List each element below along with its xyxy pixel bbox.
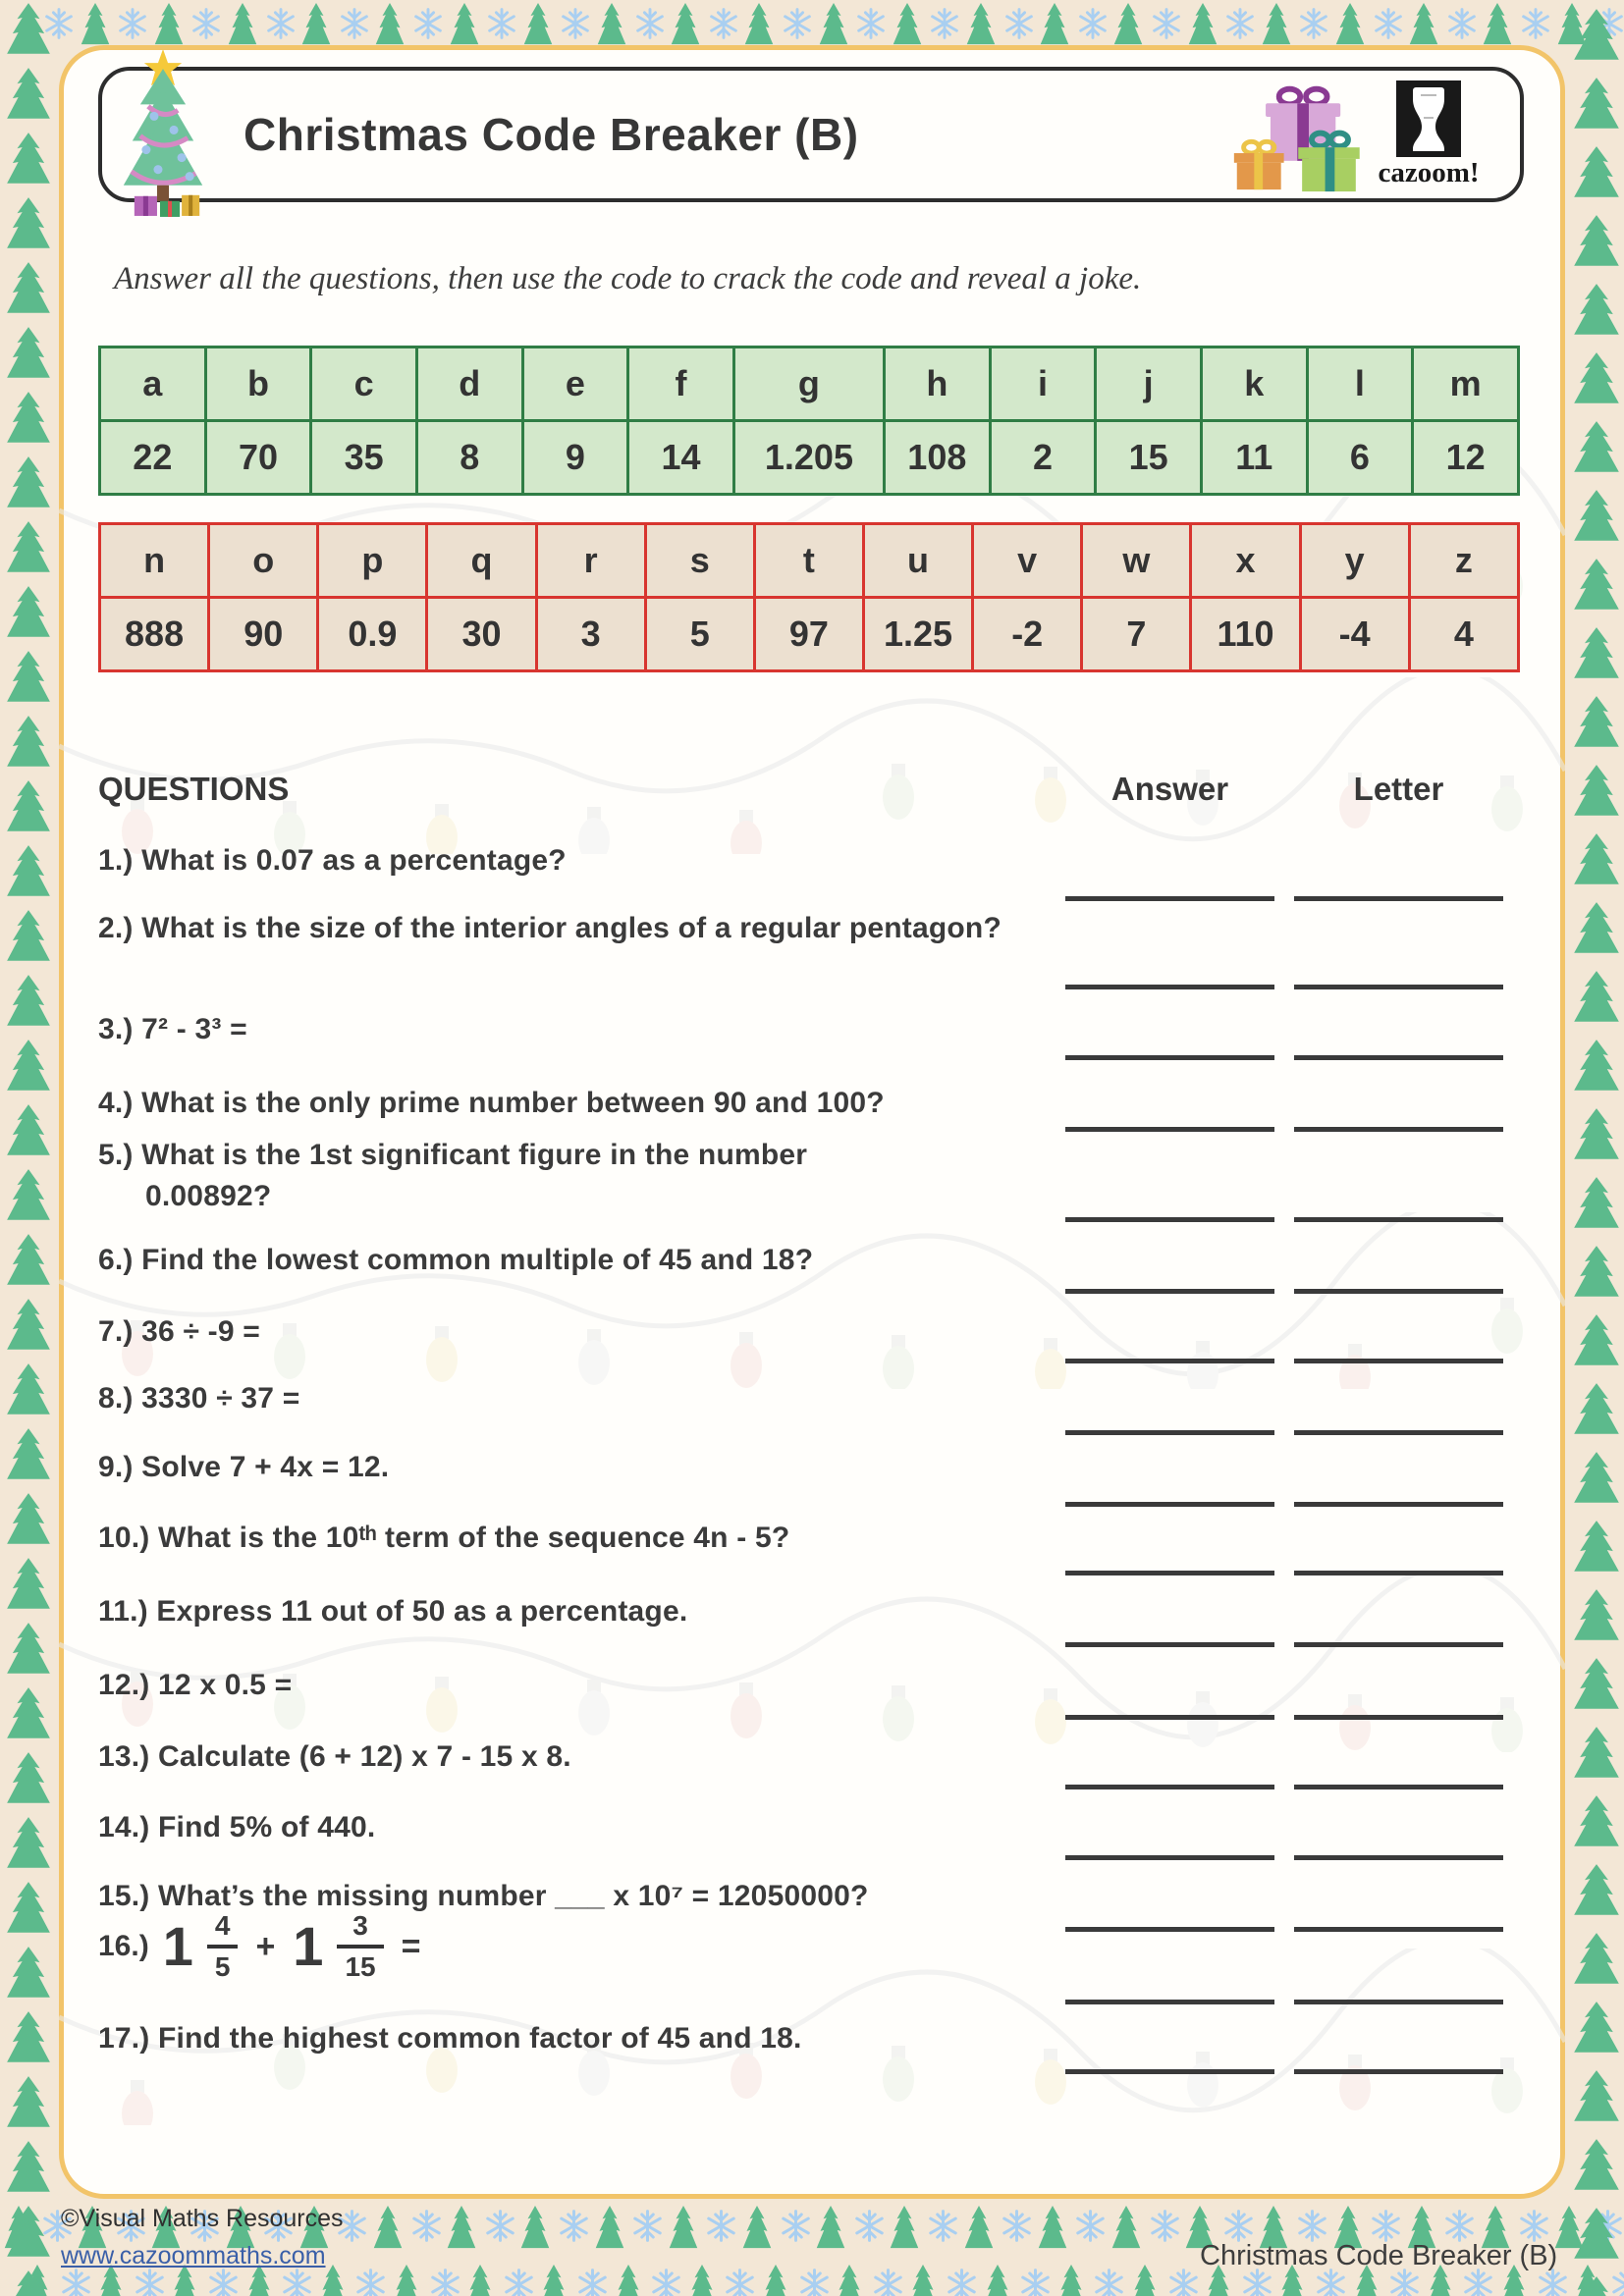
snowflake-icon [631,2210,664,2242]
snowflake-icon [1520,8,1551,39]
christmas-tree-icon [6,2140,51,2194]
snowflake-icon [1443,2210,1476,2242]
string-lights-decoration [59,677,1565,859]
question-2: 2.) What is the size of the interior angles of a regular pentagon? [98,912,1001,944]
code-value-cell: 7 [1082,598,1191,671]
code-value-cell: 22 [100,421,206,495]
code-value-cell: 108 [885,421,991,495]
christmas-tree-icon [6,2269,51,2296]
christmas-tree-icon [6,2010,51,2064]
letter-line-1 [1294,896,1503,901]
answer-line-16 [1065,2000,1274,2004]
snowflake-icon [634,8,666,39]
question-16-part: + [255,1927,276,1965]
code-table-n-z [98,522,1520,672]
christmas-tree-icon [465,2264,495,2296]
answer-line-1 [1065,896,1274,901]
christmas-tree-icon [1573,489,1620,543]
code-value-cell: 90 [209,598,318,671]
christmas-tree-icon [1573,77,1620,131]
code-letter-cell: t [754,524,863,598]
answer-line-10 [1065,1571,1274,1575]
letter-line-15 [1294,1927,1503,1932]
christmas-tree-icon [81,2,110,46]
snowflake-icon [927,2210,959,2242]
christmas-tree-icon [6,1168,51,1222]
code-letter-cell: p [318,524,427,598]
christmas-tree-icon [373,2205,403,2250]
christmas-tree-icon [893,2,922,46]
letter-line-2 [1294,985,1503,989]
answer-line-15 [1065,1927,1274,1932]
code-letter-cell: e [522,347,628,421]
christmas-tree-icon [6,2075,51,2129]
snowflake-icon [1370,2210,1402,2242]
christmas-tree-icon [1573,1932,1620,1986]
christmas-tree-icon [523,2,553,46]
christmas-tree-icon [1130,2264,1160,2296]
letter-line-4 [1294,1127,1503,1132]
code-value-cell: 2 [990,421,1096,495]
code-value-cell: 888 [100,598,209,671]
snowflake-icon [281,2269,313,2296]
christmas-tree-icon [908,2264,938,2296]
answer-line-4 [1065,1127,1274,1132]
christmas-tree-icon [1573,2275,1620,2296]
question-7: 7.) 36 ÷ -9 = [98,1315,260,1348]
christmas-tree-icon [6,585,51,639]
code-letter-cell: y [1300,524,1409,598]
christmas-tree-icon [6,1492,51,1546]
christmas-tree-icon [671,2,700,46]
christmas-tree-icon [1573,1863,1620,1917]
question-16 [98,1912,424,1981]
snowflake-icon [134,2269,166,2296]
christmas-tree-icon [597,2,626,46]
question-8: 8.) 3330 ÷ 37 = [98,1382,300,1415]
christmas-tree-icon [819,2,848,46]
christmas-tree-icon [6,1946,51,2000]
christmas-tree-icon [1573,2207,1620,2261]
christmas-tree-icon [1573,2001,1620,2055]
christmas-tree-icon [1573,1520,1620,1574]
christmas-tree-icon [6,1103,51,1157]
page-title: Christmas Code Breaker (B) [244,109,859,160]
snowflake-icon [1001,2210,1033,2242]
christmas-tree-icon [1573,1794,1620,1848]
snowflake-icon [1222,2210,1255,2242]
code-letter-cell: i [990,347,1096,421]
code-value-cell: 70 [205,421,311,495]
code-letter-cell: a [100,347,206,421]
question-3: 3.) 7² - 3³ = [98,1013,247,1045]
question-5: 5.) What is the 1st significant figure in the number 0.00892? [98,1139,808,1212]
question-16-part: 1 [293,1915,324,1977]
snowflake-icon [782,8,813,39]
snowflake-icon [872,2269,904,2296]
code-value-cell: 110 [1191,598,1300,671]
fraction: $\frac{3}{15}$ [337,1912,383,1981]
code-letter-cell: l [1307,347,1413,421]
answer-line-11 [1065,1642,1274,1647]
snowflake-icon [1151,8,1182,39]
christmas-tree-icon [6,391,51,445]
answer-line-17 [1065,2069,1274,2074]
answer-line-7 [1065,1359,1274,1363]
christmas-tree-icon [6,326,51,380]
snowflake-icon [429,2269,461,2296]
christmas-tree-icon [6,844,51,898]
christmas-tree-icon [1573,1657,1620,1711]
snowflake-icon [1074,2210,1107,2242]
code-letter-cell: c [311,347,417,421]
website-link[interactable]: www.cazoommaths.com [61,2242,326,2269]
snowflake-icon [1296,2210,1328,2242]
question-10: 10.) What is the 10ᵗʰ term of the sequence 4n - 5? [98,1522,790,1554]
question-15: 15.) What’s the missing number ___ x 10⁷ = 12050000? [98,1880,869,1912]
letter-line-17 [1294,2069,1503,2074]
christmas-tree-icon [1409,2,1438,46]
snowflake-icon [484,2210,516,2242]
kazoo-icon [1396,80,1461,157]
christmas-tree-icon [1038,2205,1067,2250]
snowflake-icon [1315,2269,1347,2296]
christmas-tree-icon [1573,764,1620,818]
christmas-tree-icon [983,2264,1012,2296]
code-letter-cell: b [205,347,311,421]
code-letter-cell: n [100,524,209,598]
christmas-tree-icon [392,2264,421,2296]
christmas-tree-icon [6,1686,51,1740]
christmas-tree-icon [964,2205,994,2250]
question-16-part: 16.) [98,1930,149,1962]
snowflake-icon [798,2269,831,2296]
christmas-tree-icon [1335,2,1365,46]
code-table-a-m [98,346,1520,496]
christmas-tree-icon [687,2264,717,2296]
code-letter-cell: v [973,524,1082,598]
christmas-tree-icon [1573,420,1620,474]
snowflake-icon [1537,2269,1569,2296]
snowflake-icon [1093,2269,1125,2296]
christmas-tree-icon [6,715,51,769]
question-4: 4.) What is the only prime number between 90 and 100? [98,1087,885,1119]
christmas-tree-icon [1056,2264,1086,2296]
question-16-part: 1 [162,1915,193,1977]
code-letter-cell: w [1082,524,1191,598]
christmas-tree-icon [6,1751,51,1805]
christmas-tree-icon [1573,1451,1620,1505]
code-value-cell: 12 [1413,421,1519,495]
snowflake-icon [855,8,887,39]
question-17: 17.) Find the highest common factor of 45 and 18. [98,2022,802,2055]
fraction: $\frac{4}{5}$ [207,1912,239,1981]
christmas-tree-icon [1573,1313,1620,1367]
christmas-tree-icon [375,2,405,46]
letter-line-5 [1294,1217,1503,1222]
snowflake-icon [1003,8,1035,39]
snowflake-icon [412,8,444,39]
snowflake-icon [1019,2269,1052,2296]
snowflake-icon [946,2269,978,2296]
snowflake-icon [1388,2269,1421,2296]
christmas-tree-icon [6,455,51,509]
snowflake-icon [1462,2269,1494,2296]
snowflake-icon [1298,8,1329,39]
christmas-tree-icon [1573,626,1620,680]
answer-line-12 [1065,1715,1274,1720]
letter-line-3 [1294,1055,1503,1060]
code-letter-cell: g [733,347,884,421]
snowflake-icon [929,8,960,39]
christmas-tree-icon [539,2264,568,2296]
code-value-cell: 1.205 [733,421,884,495]
christmas-tree-icon [6,1557,51,1611]
christmas-tree-icon [1262,2,1291,46]
code-value-cell: 9 [522,421,628,495]
christmas-tree-icon [1573,1382,1620,1436]
christmas-tree-icon [6,1039,51,1093]
instruction-text: Answer all the questions, then use the code to crack the code and reveal a joke. [114,261,1142,296]
snowflake-icon [650,2269,682,2296]
christmas-tree-icon [1573,351,1620,405]
letter-line-7 [1294,1359,1503,1363]
snowflake-icon [410,2210,443,2242]
code-value-cell: 35 [311,421,417,495]
answer-line-6 [1065,1289,1274,1294]
snowflake-icon [1149,2210,1181,2242]
christmas-tree-icon [744,2,774,46]
snowflake-icon [1446,8,1478,39]
snowflake-icon [724,2269,756,2296]
christmas-tree-icon [1573,214,1620,268]
letter-line-11 [1294,1642,1503,1647]
christmas-tree-icon [447,2205,476,2250]
answer-line-3 [1065,1055,1274,1060]
christmas-tree-icon [595,2205,624,2250]
cazoom-logo-text: cazoom! [1378,157,1480,188]
christmas-tree-icon [228,2,257,46]
letter-line-12 [1294,1715,1503,1720]
christmas-tree-icon [6,2205,51,2259]
christmas-tree-icon [890,2205,919,2250]
letter-line-13 [1294,1785,1503,1789]
question-12: 12.) 12 x 0.5 = [98,1669,293,1701]
footer-worksheet-title: Christmas Code Breaker (B) [1200,2240,1558,2271]
christmas-tree-icon [1573,283,1620,337]
snowflake-icon [503,2269,535,2296]
christmas-tree-icon [6,1298,51,1352]
christmas-tree-icon [6,909,51,963]
snowflake-icon [558,2210,590,2242]
christmas-tree-icon [614,2264,643,2296]
christmas-tree-icon [6,196,51,250]
question-11: 11.) Express 11 out of 50 as a percentage. [98,1595,688,1628]
question-13: 13.) Calculate (6 + 12) x 7 - 15 x 8. [98,1740,571,1773]
snowflake-icon [354,2269,387,2296]
christmas-tree-icon [816,2205,845,2250]
question-16-part: = [401,1927,421,1965]
snowflake-icon [339,8,370,39]
answer-line-5 [1065,1217,1274,1222]
code-value-cell: 1.25 [863,598,972,671]
code-value-cell: 97 [754,598,863,671]
snowflake-icon [853,2210,886,2242]
christmas-tree-icon [1113,2,1143,46]
christmas-tree-icon [1573,901,1620,955]
answer-line-14 [1065,1855,1274,1860]
christmas-tree-icon [6,67,51,121]
snowflake-icon [207,2269,240,2296]
letter-line-16 [1294,2000,1503,2004]
code-value-cell: 5 [645,598,754,671]
code-value-cell: 14 [628,421,734,495]
snowflake-icon [1167,2269,1200,2296]
christmas-tree-icon [301,2,331,46]
code-letter-cell: j [1096,347,1202,421]
code-letter-cell: x [1191,524,1300,598]
christmas-tree-icon [1573,1588,1620,1642]
snowflake-icon [1077,8,1109,39]
code-value-cell: -4 [1300,598,1409,671]
snowflake-icon [560,8,591,39]
christmas-tree-icon [1573,145,1620,199]
snowflake-icon [576,2269,609,2296]
snowflake-icon [705,2210,737,2242]
christmas-tree-icon [1573,558,1620,612]
christmas-tree-icon [6,132,51,186]
snowflake-icon [117,8,148,39]
christmas-tree-icon [1040,2,1069,46]
christmas-tree-icon [1188,2,1218,46]
christmas-tree-icon [1573,8,1620,62]
christmas-tree-icon [6,1816,51,1870]
christmas-tree-icon [1573,1176,1620,1230]
code-value-cell: 30 [427,598,536,671]
letter-line-9 [1294,1502,1503,1507]
code-value-cell: 4 [1409,598,1518,671]
christmas-tree-decorated-icon [98,47,228,230]
snowflake-icon [60,2269,92,2296]
christmas-tree-icon [1573,1245,1620,1299]
snowflake-icon [265,8,297,39]
christmas-tree-icon [6,974,51,1028]
christmas-tree-icon [966,2,996,46]
christmas-tree-icon [761,2264,790,2296]
christmas-tree-icon [6,650,51,704]
answer-column-heading: Answer [1110,771,1229,807]
christmas-tree-icon [1111,2205,1141,2250]
christmas-tree-icon [6,2,51,56]
christmas-tree-icon [6,520,51,574]
christmas-tree-icon [6,779,51,833]
question-9: 9.) Solve 7 + 4x = 12. [98,1451,390,1483]
christmas-tree-icon [1573,2138,1620,2192]
answer-line-8 [1065,1430,1274,1435]
answer-line-2 [1065,985,1274,989]
snowflake-icon [190,8,222,39]
code-letter-cell: m [1413,347,1519,421]
code-value-cell: 8 [416,421,522,495]
code-letter-cell: z [1409,524,1518,598]
letter-line-6 [1294,1289,1503,1294]
christmas-tree-icon [6,1881,51,1935]
code-letter-cell: q [427,524,536,598]
christmas-tree-icon [1573,1039,1620,1093]
code-value-cell: 15 [1096,421,1202,495]
snowflake-icon [708,8,739,39]
snowflake-icon [780,2210,812,2242]
snowflake-icon [1373,8,1404,39]
letter-line-10 [1294,1571,1503,1575]
letter-column-heading: Letter [1353,771,1444,807]
christmas-tree-icon [6,1362,51,1416]
christmas-tree-icon [6,1233,51,1287]
cazoom-logo [1396,80,1461,157]
code-letter-cell: r [536,524,645,598]
christmas-tree-icon [1573,695,1620,749]
code-letter-cell: k [1201,347,1307,421]
snowflake-icon [1241,2269,1273,2296]
code-letter-cell: f [628,347,734,421]
snowflake-icon [486,8,517,39]
answer-line-9 [1065,1502,1274,1507]
christmas-tree-icon [835,2264,864,2296]
christmas-tree-icon [154,2,184,46]
code-value-cell: -2 [973,598,1082,671]
question-14: 14.) Find 5% of 440. [98,1811,376,1843]
christmas-tree-icon [6,1622,51,1676]
letter-line-8 [1294,1430,1503,1435]
christmas-tree-icon [450,2,479,46]
code-letter-cell: s [645,524,754,598]
code-letter-cell: o [209,524,318,598]
christmas-tree-icon [1573,1726,1620,1780]
christmas-tree-icon [1483,2,1512,46]
question-1: 1.) What is 0.07 as a percentage? [98,844,567,877]
copyright-text: ©Visual Maths Resources [61,2205,344,2232]
christmas-tree-icon [1573,1107,1620,1161]
question-6: 6.) Find the lowest common multiple of 45 and 18? [98,1244,814,1276]
christmas-tree-icon [6,261,51,315]
letter-line-14 [1294,1855,1503,1860]
snowflake-icon [1224,8,1256,39]
questions-heading: QUESTIONS [98,771,290,807]
code-letter-cell: d [416,347,522,421]
code-value-cell: 3 [536,598,645,671]
christmas-tree-icon [742,2205,772,2250]
christmas-tree-icon [1573,2069,1620,2123]
christmas-tree-icon [520,2205,550,2250]
christmas-tree-icon [6,1427,51,1481]
code-value-cell: 11 [1201,421,1307,495]
code-value-cell: 0.9 [318,598,427,671]
christmas-tree-icon [1573,832,1620,886]
code-letter-cell: h [885,347,991,421]
snowflake-icon [1518,2210,1550,2242]
christmas-tree-icon [669,2205,698,2250]
christmas-tree-icon [1573,970,1620,1024]
code-value-cell: 6 [1307,421,1413,495]
code-letter-cell: u [863,524,972,598]
answer-line-13 [1065,1785,1274,1789]
